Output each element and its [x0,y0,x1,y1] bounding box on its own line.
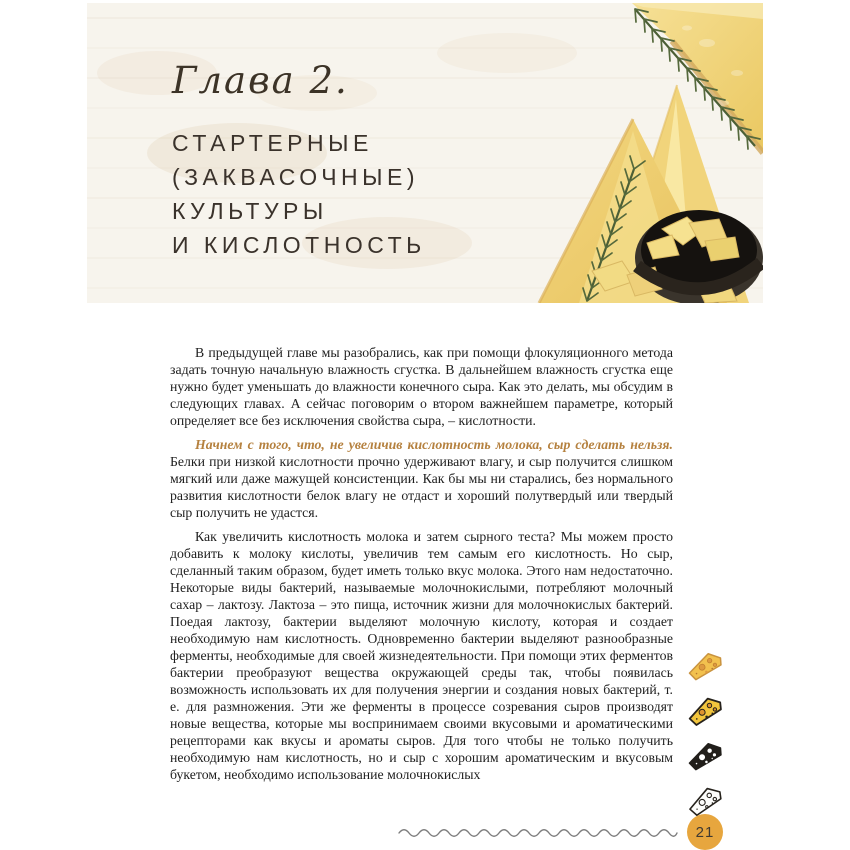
page-number-badge [687,814,723,850]
paragraph-bacteria: Как увеличить кислотность молока и затем сырного теста? Мы можем просто добавить к молоку кислоты, увеличив тем самым его кислотность. Но сыр, сделанный таким образом, будет иметь только вкус молока. Этого нам недостаточно. Некоторые виды бактерий, называемые молочнокислыми, потребляют молочный сахар – лактозу. Лактоза – это пища, источник жизни для молочнокислых бактерий. Поедая лактозу, бактерии выделяют молочную кислоту, которая и создает необходимую нам кислотность. Одновременно бактерии выделяют разнообразные ферменты, необходимые для своей жизнедеятельности. При помощи этих ферментов бактерии преобразуют вещества окружающей среды так, чтобы появилась возможность использовать их для получения энергии и создания новых бактерий, т. е. для размножения. Эти же ферменты в процессе созревания сыров производят новые вещества, которые мы воспринимаем своими вкусовыми и ароматическими рецепторами как вкусы и ароматы сыров. Для того чтобы не только получить необходимую нам кислотность, но и сыр с хорошим ароматическим и вкусовым букетом, необходимо использование молочнокислых [170,529,673,782]
chapter-heading-block [172,59,426,262]
chapter-header [87,3,763,303]
cheese-wedge-black-icon [687,741,723,771]
paragraph-intro: В предыдущей главе мы разобрались, как при помощи флокуляционного метода задать точную начальную влажность сгустка. В дальнейшем влажность сгустка еще нужно будет уменьшать до влажности конечного сыра. Как это делать, мы обсудим в следующих главах. А сейчас поговорим о втором важнейшем параметре, который определяет все без исключения свойства сыра, – кислотности. [170,345,673,428]
cheese-wedge-yellow-outline-icon [687,696,723,726]
chapter-number-script: Глава 2. [172,59,349,102]
cheese-wedge-white-outline-icon [687,786,723,816]
chapter-title-line: И КИСЛОТНОСТЬ [172,232,426,258]
footer-squiggle-divider [398,826,678,840]
chapter-title-line: КУЛЬТУРЫ [172,198,328,224]
chapter-title [172,126,426,262]
margin-icon-column [687,651,725,816]
paragraph-lead-rest: Белки при низкой кислотности прочно удерживают влагу, и сыр получится слишком мягкий или даже мажущей консистенции. Как бы мы ни старались, без нормального развития кислотности белок влагу не отдаст и хороший полутвердый или твердый сыр получить не удастся. [170,454,673,520]
lead-emphasis-text: Начнем с того, что, не увеличив кислотность молока, сыр сделать нельзя. [195,437,673,452]
body-text-column [170,344,673,822]
cheese-wedge-gold-icon [687,651,723,681]
paragraph-lead [170,436,673,521]
page-number: 21 [695,823,715,841]
chapter-title-line: (ЗАКВАСОЧНЫЕ) [172,164,419,190]
chapter-title-line: СТАРТЕРНЫЕ [172,130,373,156]
